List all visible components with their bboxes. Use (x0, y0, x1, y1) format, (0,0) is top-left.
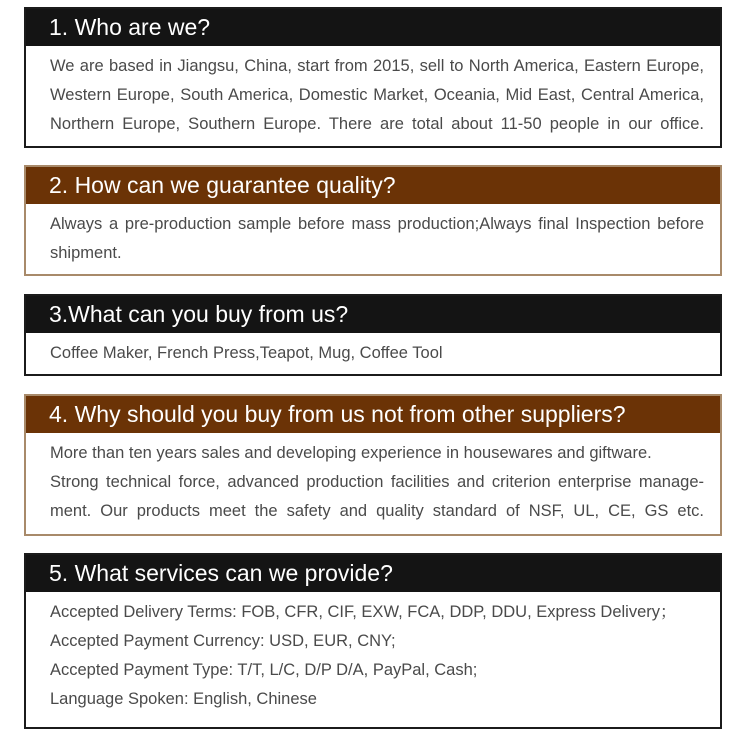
answer-line: Western Europe, South America, Domestic Market, Oceania, Mid East, Central America, (50, 86, 704, 104)
faq-answer (26, 433, 720, 526)
answer-line: We are based in Jiangsu, China, start from 2015, sell to North America, Eastern Europe, (50, 57, 704, 75)
answer-line: Northern Europe, Southern Europe. There are total about 11-50 people in our office. (50, 115, 704, 133)
faq-answer (26, 204, 720, 268)
faq-section-why-us (24, 394, 722, 536)
answer-line: Strong technical force, advanced production facilities and criterion enterprise manage- (50, 473, 704, 491)
answer-line: Accepted Delivery Terms: FOB, CFR, CIF, EXW, FCA, DDP, DDU, Express Delivery； (50, 603, 677, 621)
answer-line: Accepted Payment Currency: USD, EUR, CNY; (50, 632, 396, 650)
answer-line: Coffee Maker, French Press,Teapot, Mug, Coffee Tool (50, 344, 443, 362)
faq-answer (26, 592, 720, 714)
answer-line: ment. Our products meet the safety and quality standard of NSF, UL, CE, GS etc. (50, 502, 704, 520)
faq-section-products (24, 294, 722, 376)
faq-answer (26, 333, 720, 368)
faq-section-quality (24, 165, 722, 276)
answer-line: Accepted Payment Type: T/T, L/C, D/P D/A, PayPal, Cash; (50, 661, 478, 679)
faq-title: 4. Why should you buy from us not from other suppliers? (26, 396, 720, 433)
answer-line: More than ten years sales and developing experience in housewares and giftware. (50, 444, 652, 462)
answer-line: Always a pre-production sample before mass production;Always final Inspection before (50, 215, 704, 233)
answer-line: Language Spoken: English, Chinese (50, 690, 317, 708)
faq-section-services (24, 553, 722, 729)
faq-title: 5. What services can we provide? (26, 555, 720, 592)
faq-answer (26, 46, 720, 139)
faq-section-who-are-we (24, 7, 722, 148)
answer-line: shipment. (50, 244, 122, 262)
faq-title: 1. Who are we? (26, 9, 720, 46)
faq-title: 3.What can you buy from us? (26, 296, 720, 333)
faq-title: 2. How can we guarantee quality? (26, 167, 720, 204)
